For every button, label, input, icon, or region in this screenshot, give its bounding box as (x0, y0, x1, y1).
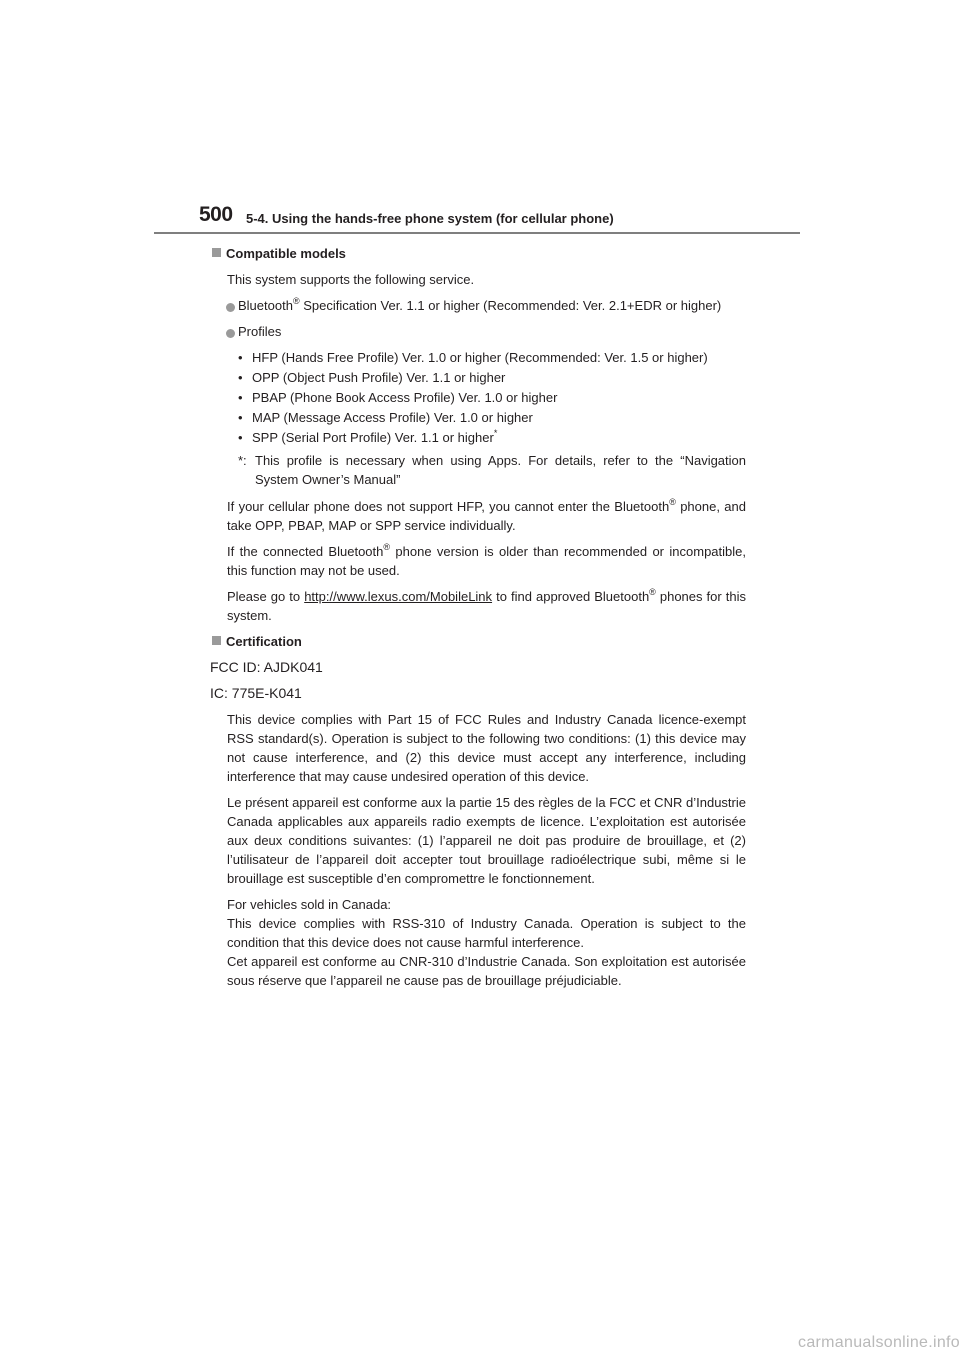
certification-title: Certification (226, 634, 302, 649)
ic-number: IC: 775E-K041 (210, 685, 302, 701)
canada-line: Cet appareil est conforme au CNR-310 d’Industrie Canada. Son exploitation est autorisée sous réserve que l’appareil ne cause pas de brouillage préjudiciable. (227, 954, 746, 988)
compatible-intro: This system supports the following service. (227, 272, 475, 287)
header-rule (154, 232, 800, 234)
profiles-label: Profiles (238, 324, 282, 339)
watermark: carmanualsonline.info (798, 1334, 960, 1351)
footnote-mark: *: (238, 453, 247, 468)
round-bullet-icon (226, 329, 235, 338)
square-bullet-icon (212, 636, 221, 645)
profiles-list (210, 348, 746, 447)
hfp-paragraph: If your cellular phone does not support HFP, you cannot enter the Bluetooth® phone, and take OPP, PBAP, MAP or SPP service individually. (227, 496, 746, 533)
bluetooth-word: Bluetooth (238, 298, 293, 313)
registered-mark: ® (292, 295, 300, 306)
asterisk-mark: * (493, 427, 498, 438)
list-item: • OPP (Object Push Profile) Ver. 1.1 or higher (210, 368, 746, 387)
certification-heading (210, 632, 746, 651)
fcc-paragraph-en: This device complies with Part 15 of FCC Rules and Industry Canada licence-exempt RSS standard(s). Operation is subject to the following two conditions: (1) this device may not cause interference, and (2) this device must accept any interference, including interference that may cause undesired operation of this device. (227, 712, 746, 784)
list-item: • MAP (Message Access Profile) Ver. 1.0 or higher (210, 408, 746, 427)
canada-paragraph (227, 895, 746, 990)
canada-line: This device complies with RSS-310 of Industry Canada. Operation is subject to the condition that this device does not cause harmful interference. (227, 916, 746, 950)
square-bullet-icon (212, 248, 221, 257)
page-number: 500 (199, 203, 233, 226)
round-bullet-icon (226, 303, 235, 312)
footnote (210, 451, 746, 489)
list-item: • PBAP (Phone Book Access Profile) Ver. 1.0 or higher (210, 388, 746, 407)
version-paragraph: If the connected Bluetooth® phone version is older than recommended or incompatible, this function may not be used. (227, 541, 746, 578)
list-item: • SPP (Serial Port Profile) Ver. 1.1 or higher* (210, 428, 746, 447)
registered-mark: ® (383, 541, 391, 552)
link-paragraph: Please go to http://www.lexus.com/MobileLink to find approved Bluetooth® phones for this system. (227, 586, 746, 623)
fcc-id: FCC ID: AJDK041 (210, 659, 323, 675)
compatible-models-title: Compatible models (226, 246, 346, 261)
bluetooth-bullet (210, 296, 746, 315)
registered-mark: ® (669, 496, 676, 507)
canada-line: For vehicles sold in Canada: (227, 897, 392, 912)
page-content (210, 244, 746, 997)
profiles-bullet (210, 322, 746, 341)
bluetooth-spec: Specification Ver. 1.1 or higher (Recommended: Ver. 2.1+EDR or higher) (299, 298, 722, 313)
registered-mark: ® (649, 586, 656, 597)
mobilelink-url[interactable]: http://www.lexus.com/MobileLink (304, 589, 493, 604)
compatible-models-heading (210, 244, 746, 263)
footnote-text: This profile is necessary when using Apps. For details, refer to the “Navigation System Owner’s Manual” (255, 453, 746, 487)
fcc-paragraph-fr: Le présent appareil est conforme aux la partie 15 des règles de la FCC et CNR d’Industrie Canada applicables aux appareils radio exempts de licence. L’exploitation est autorisée aux deux conditions suivantes: (1) l’appareil ne doit pas produire de brouillage, et (2) l’utilisateur de l’appareil doit accepter tout brouillage radioélectrique subi, même si le brouillage est susceptible d’en compromettre le fonctionnement. (227, 795, 746, 886)
list-item: • HFP (Hands Free Profile) Ver. 1.0 or higher (Recommended: Ver. 1.5 or higher) (210, 348, 746, 367)
section-title: 5-4. Using the hands-free phone system (for cellular phone) (246, 211, 614, 226)
